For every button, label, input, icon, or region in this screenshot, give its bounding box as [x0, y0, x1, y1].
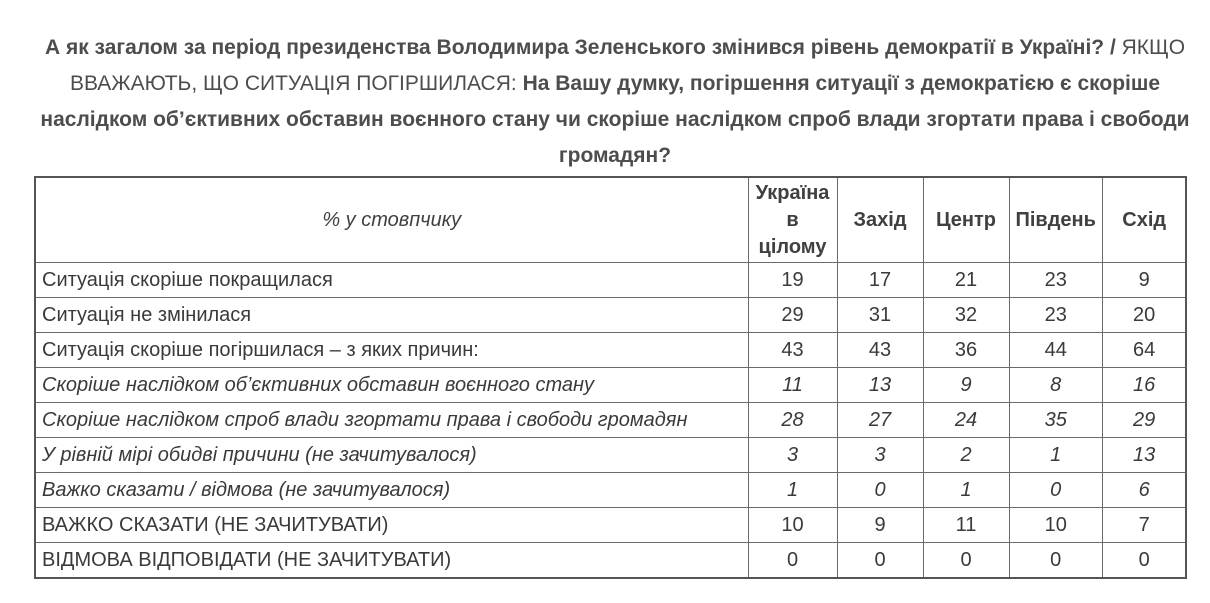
table-cell: 6 [1102, 473, 1186, 508]
row-label: ВІДМОВА ВІДПОВІДАТИ (НЕ ЗАЧИТУВАТИ) [35, 543, 748, 579]
table-cell: 11 [923, 508, 1009, 543]
table-cell: 11 [748, 368, 837, 403]
table-cell: 13 [837, 368, 923, 403]
table-cell: 9 [923, 368, 1009, 403]
table-cell: 27 [837, 403, 923, 438]
row-label: Ситуація скоріше погіршилася – з яких причин: [35, 333, 748, 368]
table-cell: 29 [748, 298, 837, 333]
table-cell: 8 [1009, 368, 1102, 403]
table-cell: 9 [837, 508, 923, 543]
table-cell: 24 [923, 403, 1009, 438]
question-condition: ЯКЩО ВВАЖАЮТЬ, ЩО СИТУАЦІЯ ПОГІРШИЛАСЯ: [69, 36, 1186, 95]
table-cell: 0 [1009, 473, 1102, 508]
row-label: У рівній мірі обидві причини (не зачитувалося) [35, 438, 748, 473]
column-header: Південь [1009, 177, 1102, 263]
table-cell: 16 [1102, 368, 1186, 403]
table-cell: 20 [1102, 298, 1186, 333]
table-cell: 64 [1102, 333, 1186, 368]
table-row [35, 473, 1186, 508]
question-main: А як загалом за період президенства Володимира Зеленського змінився рівень демократії в Україні? / [44, 36, 1116, 59]
table-cell: 0 [748, 543, 837, 579]
column-header: Центр [923, 177, 1009, 263]
table-cell: 28 [748, 403, 837, 438]
table-cell: 9 [1102, 263, 1186, 298]
table-cell: 17 [837, 263, 923, 298]
table-body [35, 263, 1186, 579]
table-row [35, 438, 1186, 473]
table-cell: 43 [748, 333, 837, 368]
table-cell: 0 [837, 543, 923, 579]
row-label: Скоріше наслідком спроб влади згортати права і свободи громадян [35, 403, 748, 438]
table-row [35, 368, 1186, 403]
table-cell: 3 [837, 438, 923, 473]
row-label: ВАЖКО СКАЗАТИ (НЕ ЗАЧИТУВАТИ) [35, 508, 748, 543]
table-cell: 29 [1102, 403, 1186, 438]
table-cell: 10 [748, 508, 837, 543]
column-header: Схід [1102, 177, 1186, 263]
table-cell: 0 [923, 543, 1009, 579]
table-cell: 23 [1009, 298, 1102, 333]
table-row [35, 298, 1186, 333]
row-label: Ситуація скоріше покращилася [35, 263, 748, 298]
table-cell: 32 [923, 298, 1009, 333]
column-header: Захід [837, 177, 923, 263]
survey-question-heading [40, 30, 1190, 174]
table-cell: 31 [837, 298, 923, 333]
table-cell: 43 [837, 333, 923, 368]
question-followup: На Вашу думку, погіршення ситуації з демократією є скоріше наслідком об’єктивних обставин воєнного стану чи скоріше наслідком спроб влади згортати права і свободи громадян? [40, 72, 1190, 167]
table-cell: 21 [923, 263, 1009, 298]
table-header-row [35, 177, 1186, 263]
table-cell: 44 [1009, 333, 1102, 368]
table-cell: 0 [837, 473, 923, 508]
table-row [35, 403, 1186, 438]
table-cell: 1 [748, 473, 837, 508]
table-cell: 36 [923, 333, 1009, 368]
table-row [35, 543, 1186, 579]
table-row [35, 508, 1186, 543]
row-label: Ситуація не змінилася [35, 298, 748, 333]
table-cell: 19 [748, 263, 837, 298]
table-row [35, 263, 1186, 298]
results-table [34, 176, 1187, 579]
table-cell: 35 [1009, 403, 1102, 438]
table-cell: 1 [1009, 438, 1102, 473]
table-cell: 23 [1009, 263, 1102, 298]
column-header: Україна в цілому [748, 177, 837, 263]
table-cell: 10 [1009, 508, 1102, 543]
table-cell: 2 [923, 438, 1009, 473]
table-cell: 0 [1102, 543, 1186, 579]
row-label: Важко сказати / відмова (не зачитувалося) [35, 473, 748, 508]
table-cell: 3 [748, 438, 837, 473]
table-row [35, 333, 1186, 368]
table-cell: 13 [1102, 438, 1186, 473]
corner-label: % у стовпчику [35, 177, 748, 263]
row-label: Скоріше наслідком об’єктивних обставин воєнного стану [35, 368, 748, 403]
table-cell: 0 [1009, 543, 1102, 579]
table-cell: 1 [923, 473, 1009, 508]
table-cell: 7 [1102, 508, 1186, 543]
